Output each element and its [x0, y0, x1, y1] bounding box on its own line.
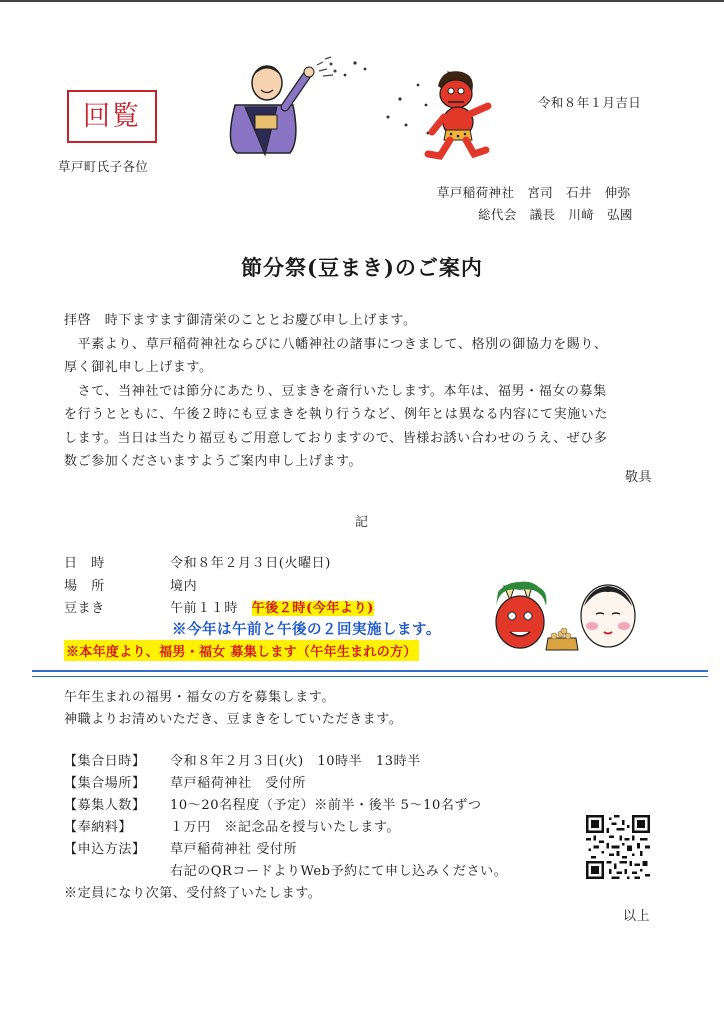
recruit-row: [64, 816, 400, 835]
sender-line-2: [478, 205, 633, 223]
datetime-value: 令和８年２月３日(火曜日): [170, 556, 331, 571]
recruit-value: 草戸稲荷神社 受付所: [170, 842, 298, 857]
recruit-label: 【奉納料】: [64, 820, 133, 835]
apply-note: 右記のQRコードよりWeb予約にて申し込みください。: [170, 864, 508, 879]
qr-code[interactable]: [586, 815, 650, 879]
recruit-label: 【申込方法】: [64, 842, 146, 857]
body-line: します。当日は当たり福豆もご用意しておりますので、皆様お誘い合わせのうえ、ぜひ多: [64, 430, 608, 446]
recruit-value: 10～20名程度（予定）※前半・後半 5～10名ずつ: [170, 798, 482, 813]
recruit-row: [64, 794, 482, 813]
detail-datetime: [64, 552, 331, 571]
mame-pm-highlight: 午後２時(今年より): [251, 601, 374, 616]
recruit-label: 【募集人数】: [64, 798, 146, 813]
sender-role: 議長: [529, 207, 556, 222]
body-line: 厚く御礼申し上げます。: [64, 360, 213, 375]
mame-label: 豆まき: [64, 601, 105, 616]
body-line: 平素より、草戸稲荷神社ならびに八幡神社の諸事につきまして、格別の御協力を賜り、: [64, 336, 608, 352]
recruit-row: [64, 750, 421, 769]
datetime-label: 日 時: [64, 556, 105, 571]
recruit-label: 【集合日時】: [64, 754, 146, 769]
place-value: 境内: [170, 579, 198, 594]
body-line: さて、当神社では節分にあたり、豆まきを斎行いたします。本年は、福男・福女の募集: [64, 383, 607, 399]
detail-mamemaki: [64, 597, 374, 616]
recruit-row: [64, 838, 297, 857]
recipient: 草戸町氏子各位: [58, 159, 149, 174]
recruit-intro-2: 神職よりお清めいただき、豆まきをしていただきます。: [64, 712, 403, 727]
ijo: 以上: [623, 909, 651, 924]
sender-role: 宮司: [527, 185, 554, 200]
twice-note: ※今年は午前と午後の２回実施します。: [172, 621, 441, 638]
recruit-intro-1: 午年生まれの福男・福女の方を募集します。: [64, 690, 335, 705]
oni-mask-beans-okame-illustration: [492, 576, 640, 658]
red-oni-illustration: [420, 62, 502, 162]
recruit-value: １万円 ※記念品を授与いたします。: [170, 820, 401, 835]
recruit-label: 【集合場所】: [64, 776, 146, 791]
priest-throwing-beans-illustration: [215, 45, 340, 160]
closing-keigu: 敬具: [625, 470, 653, 485]
letter-body: [64, 309, 664, 474]
separator-rule-thin: [32, 676, 708, 677]
ki-heading: 記: [355, 515, 369, 530]
place-label: 場 所: [64, 579, 105, 594]
sender-name: 石井 伸弥: [566, 185, 631, 200]
recruit-note-highlight: ※本年度より、福男・福女 募集します（午年生まれの方）: [64, 640, 419, 661]
body-line: を行うとともに、午後２時にも豆まきを執り行うなど、例年とは異なる内容にて実施いた: [64, 407, 609, 422]
mame-am: 午前１１時: [170, 601, 239, 616]
body-line: 拝啓 時下ますます御清栄のこととお慶び申し上げます。: [64, 313, 417, 328]
issue-date: 令和８年１月吉日: [538, 95, 642, 110]
end-note: ※定員になり次第、受付終了いたします。: [64, 886, 322, 901]
kairan-stamp: 回覧: [67, 90, 157, 143]
sender-line-1: [437, 183, 631, 201]
recruit-value: 草戸稲荷神社 受付所: [170, 776, 307, 791]
detail-place: [64, 575, 197, 594]
recruit-row: [64, 772, 306, 791]
page-title: 節分祭(豆まき)のご案内: [241, 255, 483, 280]
scan-top-edge: [0, 0, 724, 2]
sender-org: 総代会: [478, 207, 517, 222]
sender-name: 川﨑 弘國: [568, 207, 633, 222]
recruit-value: 令和８年２月３日(火) 10時半 13時半: [170, 754, 421, 769]
separator-rule: [32, 670, 708, 672]
body-line: 数ご参加くださいますようご案内申し上げます。: [64, 454, 363, 469]
sender-org: 草戸稲荷神社: [437, 185, 515, 200]
